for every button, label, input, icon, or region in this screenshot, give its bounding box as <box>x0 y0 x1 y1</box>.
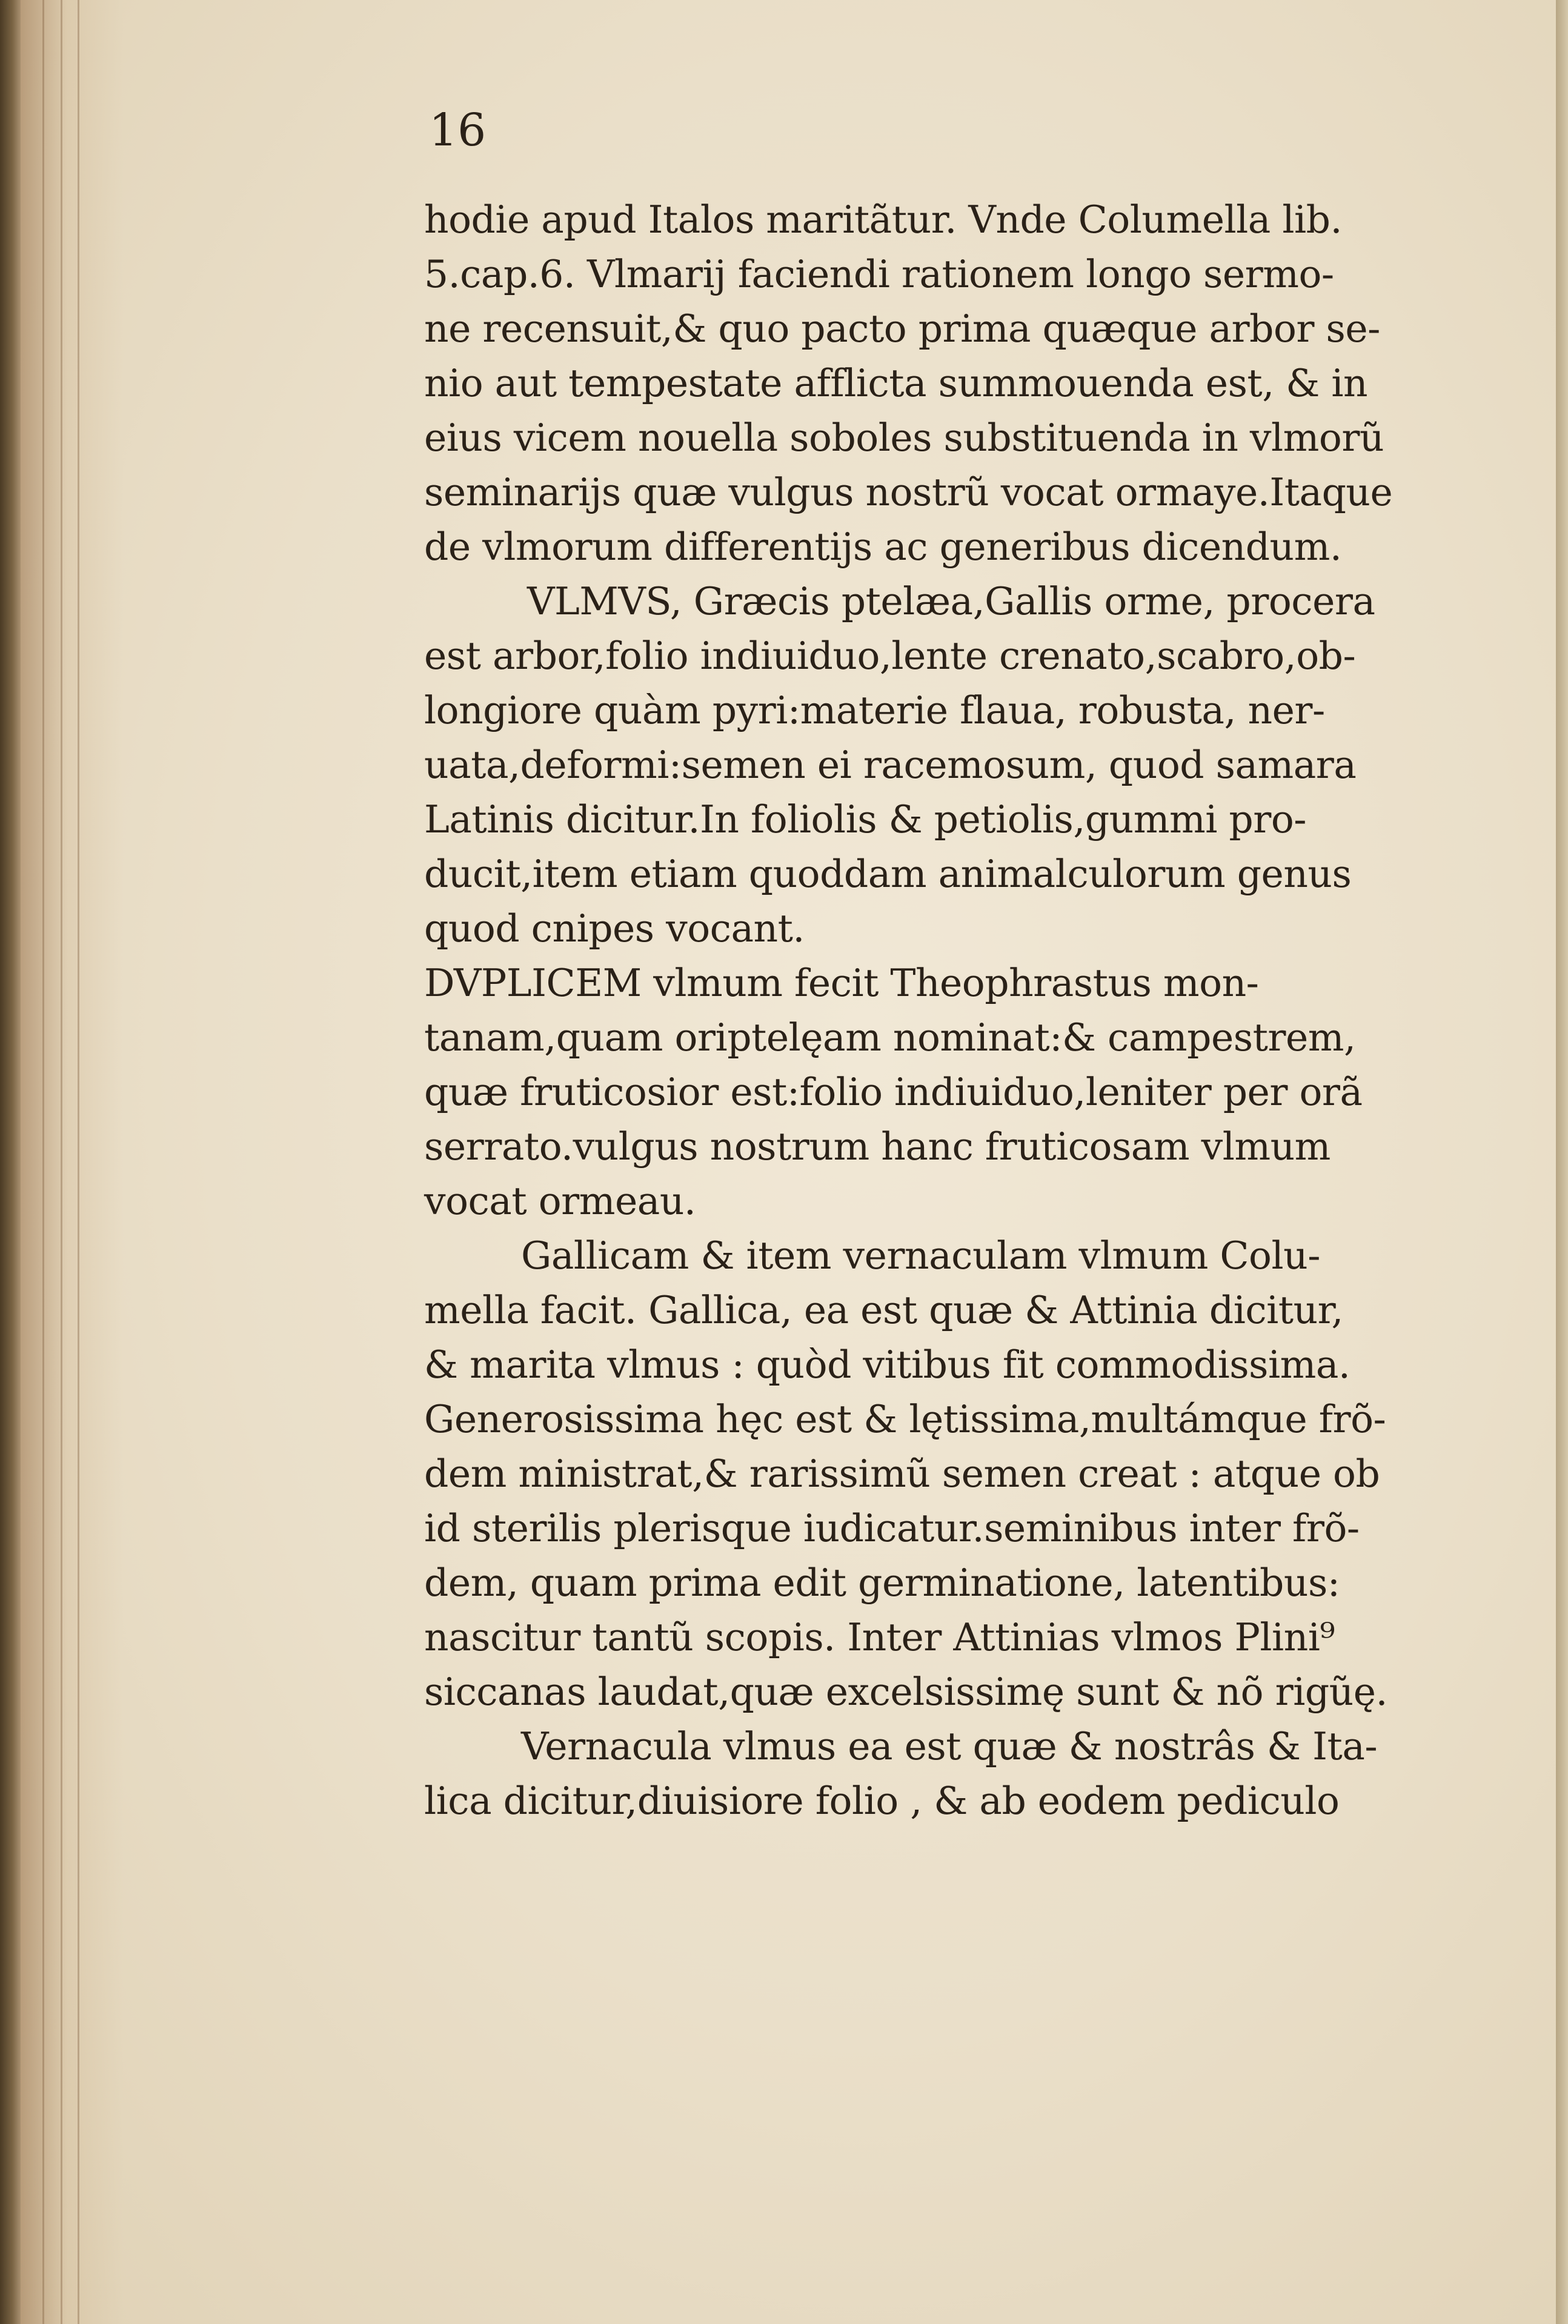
text-line: hodie apud Italos maritãtur. Vnde Columella lib. <box>424 198 1343 242</box>
page-stack-line <box>42 0 44 2324</box>
text-line: Vernacula vlmus ea est quæ & nostrâs & Ita- <box>521 1724 1378 1768</box>
text-line: Gallicam & item vernaculam vlmum Colu- <box>521 1233 1320 1278</box>
text-line: vocat ormeau. <box>424 1179 696 1223</box>
text-line: VLMVS, Græcis ptelæa,Gallis orme, procera <box>527 579 1375 623</box>
text-line: id sterilis plerisque iudicatur.seminibus inter frõ- <box>424 1506 1360 1550</box>
text-line: eius vicem nouella soboles substituenda in vlmorũ <box>424 416 1384 460</box>
text-line: nio aut tempestate afflicta summouenda est, & in <box>424 361 1368 405</box>
text-line: quæ fruticosior est:folio indiuiduo,leniter per orã <box>424 1070 1363 1114</box>
page-number: 16 <box>429 104 487 156</box>
text-line: Generosissima hęc est & lętissima,multámque frõ- <box>424 1397 1386 1441</box>
page-stack-line <box>78 0 79 2324</box>
book-binding <box>0 0 21 2324</box>
text-line: dem, quam prima edit germinatione, latentibus: <box>424 1561 1340 1605</box>
text-line: seminarijs quæ vulgus nostrũ vocat ormaye.Itaque <box>424 470 1393 514</box>
text-line: serrato.vulgus nostrum hanc fruticosam vlmum <box>424 1124 1330 1169</box>
text-line: & marita vlmus : quòd vitibus fit commodissima. <box>424 1343 1350 1387</box>
text-line: est arbor,folio indiuiduo,lente crenato,scabro,ob- <box>424 634 1356 678</box>
text-line: siccanas laudat,quæ excelsissimę sunt & nõ rigũę. <box>424 1670 1388 1714</box>
text-line: tanam,quam oriptelęam nominat:& campestrem, <box>424 1015 1356 1060</box>
text-line: 5.cap.6. Vlmarij faciendi rationem longo sermo- <box>424 252 1334 296</box>
text-line: Latinis dicitur.In foliolis & petiolis,gummi pro- <box>424 797 1307 842</box>
page-stack-line <box>61 0 62 2324</box>
gutter-shadow <box>21 0 124 2324</box>
text-block <box>424 193 1533 1828</box>
text-line: DVPLICEM vlmum fecit Theophrastus mon- <box>424 961 1259 1005</box>
text-line: dem ministrat,& rarissimũ semen creat : atque ob <box>424 1452 1380 1496</box>
text-line: nascitur tantũ scopis. Inter Attinias vlmos Plini⁹ <box>424 1615 1335 1659</box>
text-line: de vlmorum differentijs ac generibus dicendum. <box>424 525 1342 569</box>
text-line: quod cnipes vocant. <box>424 906 805 951</box>
text-line: uata,deformi:semen ei racemosum, quod samara <box>424 743 1357 787</box>
page-edge <box>1556 0 1568 2324</box>
text-line: mella facit. Gallica, ea est quæ & Attinia dicitur, <box>424 1288 1343 1332</box>
text-line: longiore quàm pyri:materie flaua, robusta, ner- <box>424 688 1325 732</box>
text-line: lica dicitur,diuisiore folio , & ab eodem pediculo <box>424 1779 1340 1823</box>
text-line: ne recensuit,& quo pacto prima quæque arbor se- <box>424 307 1380 351</box>
text-line: ducit,item etiam quoddam animalculorum genus <box>424 852 1352 896</box>
